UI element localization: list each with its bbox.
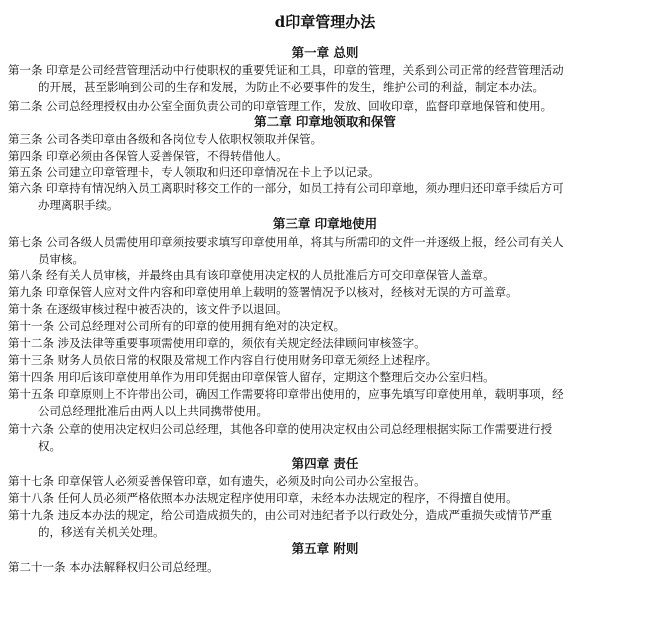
article-text: 公司各类印章由各级和各岗位专人依职权领取并保管。	[46, 132, 323, 146]
article	[8, 267, 644, 284]
article-text-continued: 公司总经理批准后由两人以上共同携带使用。	[38, 403, 268, 418]
article-text: 印章必须由各保管人妥善保管，不得转借他人。	[46, 149, 288, 163]
article-number: 第十九条	[8, 508, 54, 522]
article-text: 印章持有情况纳入员工离职时移交工作的一部分，如员工持有公司印章地，须办理归还印章手续后方可	[46, 181, 564, 195]
article	[8, 284, 644, 301]
article-text: 用印后该印章使用单作为用印凭据由印章保管人留存，定期这个整理后交办公室归档。	[57, 370, 495, 384]
article	[8, 421, 644, 454]
article-text: 涉及法律等重要事项需使用印章的，须依有关规定经法律顾问审核签字。	[57, 336, 426, 350]
article-text: 本办法解释权归公司总经理。	[69, 560, 219, 574]
article	[8, 301, 644, 318]
article	[8, 473, 644, 490]
article-number: 第十六条	[8, 422, 54, 436]
article-number: 第四条	[8, 149, 43, 163]
article	[8, 148, 644, 165]
article-text: 印章是公司经营管理活动中行使职权的重要凭证和工具，印章的管理，关系到公司正常的经营管理活动	[46, 63, 564, 77]
article-number: 第八条	[8, 268, 43, 282]
article-text: 公章的使用决定权归公司总经理，其他各印章的使用决定权由公司总经理根据实际工作需要进行授	[57, 422, 553, 436]
article-text: 公司建立印章管理卡，专人领取和归还印章情况在卡上予以记录。	[46, 165, 380, 179]
article-number: 第十条	[8, 302, 43, 316]
article	[8, 507, 644, 540]
article	[8, 62, 644, 95]
article-text-continued: 的，移送有关机关处理。	[38, 524, 165, 539]
article-number: 第十三条	[8, 353, 54, 367]
article	[8, 490, 644, 507]
article-number: 第十一条	[8, 319, 54, 333]
article-number: 第十二条	[8, 336, 54, 350]
article-text: 印章保管人应对文件内容和印章使用单上载明的签署情况予以核对，经核对无误的方可盖章。	[46, 285, 518, 299]
article-text: 公司各级人员需使用印章须按要求填写印章使用单，将其与所需印的文件一并逐级上报，经公司有关人	[46, 235, 564, 249]
article-text: 印章原则上不许带出公司，确因工作需要将印章带出使用的，应事先填写印章使用单，载明事项，经	[57, 387, 564, 401]
article-number: 第二十一条	[8, 560, 66, 574]
article-text: 在逐级审核过程中被否决的，该文件予以退回。	[46, 302, 288, 316]
article-text: 财务人员依日常的权限及常规工作内容自行使用财务印章无须经上述程序。	[57, 353, 438, 367]
article	[8, 352, 644, 369]
article-number: 第十四条	[8, 370, 54, 384]
article-text-continued: 办理离职手续。	[38, 197, 119, 212]
article-number: 第二条	[8, 99, 43, 113]
article	[8, 386, 644, 419]
article-number: 第七条	[8, 235, 43, 249]
article-number: 第九条	[8, 285, 43, 299]
article-text: 公司总经理授权由办公室全面负责公司的印章管理工作，发放、回收印章，监督印章地保管和使用。	[46, 99, 553, 113]
chapter-heading: 第二章 印章地领取和保管	[254, 114, 396, 129]
article	[8, 318, 644, 335]
article-number: 第十八条	[8, 491, 54, 505]
article	[8, 234, 644, 267]
article-number: 第十五条	[8, 387, 54, 401]
article-text: 违反本办法的规定，给公司造成损失的，由公司对违纪者予以行政处分，造成严重损失或情节严重	[57, 508, 553, 522]
chapter-heading: 第一章 总则	[291, 45, 359, 60]
article-text: 任何人员必须严格依照本办法规定程序使用印章，未经本办法规定的程序，不得擅自使用。	[57, 491, 518, 505]
article-text: 印章保管人必须妥善保管印章，如有遗失，必须及时向公司办公室报告。	[57, 474, 426, 488]
article	[8, 369, 644, 386]
document-title: d印章管理办法	[274, 13, 376, 31]
article-number: 第六条	[8, 181, 43, 195]
article	[8, 559, 644, 576]
article	[8, 131, 644, 148]
article-number: 第三条	[8, 132, 43, 146]
chapter-heading: 第五章 附则	[291, 541, 359, 556]
article-text: 公司总经理对公司所有的印章的使用拥有绝对的决定权。	[57, 319, 346, 333]
article-number: 第十七条	[8, 474, 54, 488]
article-text-continued: 权。	[38, 438, 61, 453]
article	[8, 335, 644, 352]
article-number: 第一条	[8, 63, 43, 77]
chapter-heading: 第三章 印章地使用	[272, 216, 378, 231]
article	[8, 180, 644, 213]
article	[8, 164, 644, 181]
article	[8, 98, 644, 115]
article-text-continued: 员审核。	[38, 251, 84, 266]
chapter-heading: 第四章 责任	[291, 456, 359, 471]
article-text: 经有关人员审核，并最终由具有该印章使用决定权的人员批准后方可交印章保管人盖章。	[46, 268, 495, 282]
article-text-continued: 的开展，甚至影响到公司的生存和发展，为防止不必要事件的发生，维护公司的利益，制定本办法。	[38, 79, 544, 94]
article-number: 第五条	[8, 165, 43, 179]
